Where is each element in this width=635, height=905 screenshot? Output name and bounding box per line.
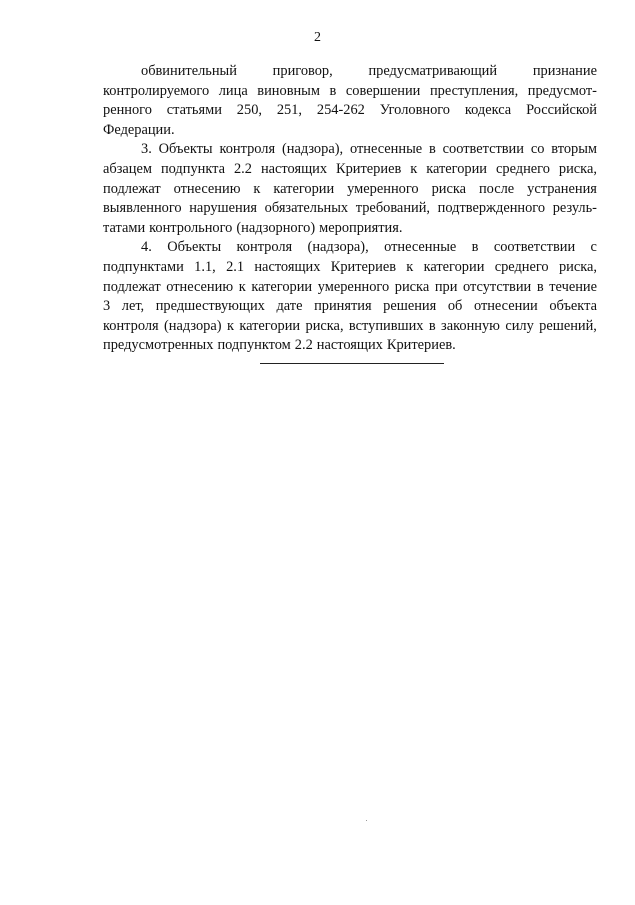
word: мероприятия. bbox=[319, 219, 403, 236]
word: в bbox=[536, 278, 544, 295]
word: соответствии bbox=[442, 141, 524, 158]
word: предусматривающий bbox=[368, 63, 498, 79]
word: обязательных bbox=[264, 200, 349, 217]
word: настоящих bbox=[254, 258, 321, 275]
word: требований, bbox=[355, 200, 431, 217]
word: вторым bbox=[551, 141, 597, 158]
text-line bbox=[103, 219, 597, 239]
word: подлежат bbox=[103, 180, 161, 197]
word: подлежат bbox=[103, 278, 161, 295]
word: риска bbox=[394, 278, 430, 295]
word: (надзора) bbox=[164, 317, 222, 334]
word: настоящих bbox=[316, 337, 383, 354]
word: контролируемого bbox=[103, 82, 210, 99]
word: категории bbox=[273, 180, 335, 197]
word: Критериев bbox=[330, 258, 396, 275]
word: 2.1 bbox=[226, 258, 245, 275]
word: в bbox=[329, 82, 337, 99]
word: умеренного bbox=[347, 180, 419, 197]
text-line bbox=[103, 140, 597, 160]
word: со bbox=[530, 141, 545, 158]
word: подпункта bbox=[160, 160, 226, 177]
word: ренного bbox=[103, 102, 152, 119]
word: 4. bbox=[141, 239, 152, 256]
word: резуль- bbox=[552, 200, 597, 217]
word: обвинительный bbox=[141, 63, 237, 79]
word: виновным bbox=[257, 82, 320, 99]
word: настоящих bbox=[260, 160, 328, 177]
scan-speck bbox=[366, 820, 367, 821]
word: 250, bbox=[236, 102, 262, 119]
word: статьями bbox=[166, 102, 222, 119]
text-line bbox=[103, 199, 597, 219]
word: совершении bbox=[345, 82, 421, 99]
word: отнесению bbox=[166, 278, 234, 295]
word: соответствии bbox=[493, 239, 576, 256]
word: вступивших bbox=[348, 317, 424, 334]
word: к bbox=[238, 278, 246, 295]
word: к bbox=[406, 258, 414, 275]
word: 254-262 bbox=[316, 102, 365, 119]
text-line bbox=[103, 62, 597, 82]
word: 2.2 bbox=[294, 337, 313, 354]
word: контрольного bbox=[149, 219, 233, 236]
word: среднего bbox=[494, 258, 549, 275]
word: категории bbox=[239, 317, 301, 334]
page-number: 2 bbox=[314, 30, 321, 45]
document-body bbox=[103, 62, 597, 356]
word: риска bbox=[431, 180, 467, 197]
paragraph-continuation bbox=[103, 62, 597, 140]
word: (надзора), bbox=[281, 141, 344, 158]
text-line bbox=[103, 258, 597, 278]
word: предусмотренных bbox=[103, 337, 214, 354]
word: 3 bbox=[103, 298, 111, 315]
text-line bbox=[103, 336, 597, 356]
word: силу bbox=[505, 317, 534, 334]
word: нарушения bbox=[189, 200, 258, 217]
word: категории bbox=[426, 160, 488, 177]
word: риска, bbox=[305, 317, 344, 334]
text-line bbox=[103, 278, 597, 298]
word: Критериев. bbox=[386, 337, 456, 354]
word: Критериев bbox=[336, 160, 402, 177]
text-line bbox=[103, 160, 597, 180]
word: предшествующих bbox=[155, 298, 265, 315]
word: принятия bbox=[314, 298, 372, 315]
word: 3. bbox=[141, 141, 152, 158]
paragraph-4 bbox=[103, 238, 597, 356]
word: отнесении bbox=[473, 298, 538, 315]
word: Объекты bbox=[158, 141, 213, 158]
word: решений, bbox=[539, 317, 597, 334]
word: приговор, bbox=[272, 63, 333, 79]
word: Уголовного bbox=[379, 102, 450, 119]
word: 1.1, bbox=[194, 258, 216, 275]
word: с bbox=[590, 239, 597, 256]
word: после bbox=[478, 180, 515, 197]
word: Российской bbox=[526, 102, 597, 119]
word: отнесению bbox=[173, 180, 241, 197]
word: Федерации. bbox=[103, 121, 175, 138]
text-line bbox=[103, 82, 597, 102]
word: Объекты bbox=[167, 239, 222, 256]
word: абзацем bbox=[103, 160, 152, 177]
text-line bbox=[103, 121, 597, 141]
word: об bbox=[447, 298, 463, 315]
word: татами bbox=[103, 219, 146, 236]
word: в bbox=[428, 317, 436, 334]
word: подтвержденного bbox=[437, 200, 546, 217]
end-separator-line bbox=[260, 363, 444, 364]
word: законную bbox=[441, 317, 500, 334]
word: к bbox=[253, 180, 261, 197]
word: при bbox=[434, 278, 458, 295]
text-line bbox=[103, 238, 597, 258]
paragraph-3 bbox=[103, 140, 597, 238]
word: предусмот- bbox=[527, 82, 597, 99]
text-line bbox=[103, 297, 597, 317]
word: подпунктом bbox=[217, 337, 291, 354]
word: решения bbox=[383, 298, 437, 315]
word: категории bbox=[423, 258, 485, 275]
word: риска, bbox=[558, 258, 597, 275]
text-line bbox=[103, 317, 597, 337]
word: отнесенные bbox=[349, 141, 423, 158]
word: в bbox=[428, 141, 436, 158]
text-line bbox=[103, 101, 597, 121]
word: кодекса bbox=[464, 102, 512, 119]
text-line bbox=[103, 180, 597, 200]
word: дате bbox=[276, 298, 303, 315]
word: контроля bbox=[219, 141, 276, 158]
word: подпунктами bbox=[103, 258, 184, 275]
word: лица bbox=[218, 82, 248, 99]
word: среднего bbox=[495, 160, 550, 177]
word: отнесенные bbox=[384, 239, 457, 256]
word: лет, bbox=[121, 298, 145, 315]
word: отсутствии bbox=[463, 278, 532, 295]
word: течение bbox=[549, 278, 597, 295]
word: признание bbox=[532, 63, 597, 79]
word: к bbox=[410, 160, 418, 177]
word: контроля bbox=[103, 317, 159, 334]
word: выявленного bbox=[103, 200, 182, 217]
word: преступления, bbox=[429, 82, 519, 99]
word: умеренного bbox=[317, 278, 390, 295]
word: (надзора), bbox=[307, 239, 369, 256]
word: устранения bbox=[527, 180, 597, 197]
word: объекта bbox=[549, 298, 597, 315]
word: к bbox=[226, 317, 234, 334]
word: категории bbox=[251, 278, 313, 295]
word: риска, bbox=[558, 160, 597, 177]
word: контроля bbox=[236, 239, 293, 256]
word: 2.2 bbox=[233, 160, 252, 177]
word: 251, bbox=[276, 102, 303, 119]
word: в bbox=[471, 239, 479, 256]
word: (надзорного) bbox=[236, 219, 316, 236]
